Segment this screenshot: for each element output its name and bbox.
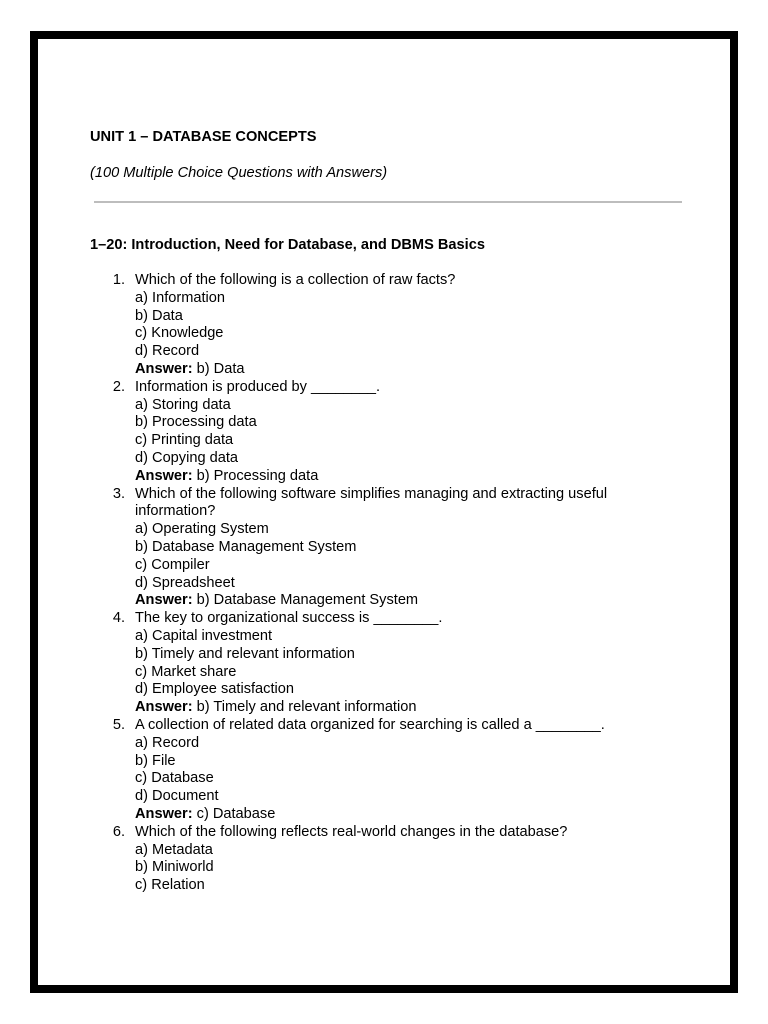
answer-option: c) Relation — [135, 877, 205, 894]
page-frame — [30, 31, 738, 993]
question-number: 5. — [112, 716, 125, 733]
answer-line — [135, 468, 686, 486]
answer-line — [135, 806, 686, 824]
answer-value: b) Data — [196, 360, 245, 377]
answer-option: c) Compiler — [135, 556, 210, 573]
document-content — [90, 128, 686, 895]
answer-value: b) Database Management System — [196, 592, 419, 609]
answer-label: Answer: — [135, 360, 193, 377]
answer-option: a) Information — [135, 289, 226, 306]
question-item — [90, 717, 686, 824]
answer-option: b) Database Management System — [135, 538, 357, 555]
answer-option: c) Printing data — [135, 432, 234, 449]
answer-option: a) Operating System — [135, 521, 269, 538]
question-item — [90, 379, 686, 486]
answer-option: c) Market share — [135, 663, 237, 680]
question-text: The key to organizational success is ________. — [135, 610, 443, 627]
answer-line — [135, 699, 686, 717]
answer-option: b) Processing data — [135, 414, 257, 431]
answer-option: a) Record — [135, 734, 200, 751]
answer-option: c) Database — [135, 770, 214, 787]
question-text: Which of the following is a collection of raw facts? — [135, 272, 456, 288]
answer-label: Answer: — [135, 805, 193, 822]
question-number: 1. — [112, 272, 125, 288]
answer-option: b) Miniworld — [135, 859, 214, 876]
question-text: Which of the following reflects real-world changes in the database? — [135, 823, 568, 840]
answer-option: d) Copying data — [135, 449, 239, 466]
question-item — [90, 824, 686, 895]
horizontal-divider — [94, 201, 682, 203]
document-title: UNIT 1 – DATABASE CONCEPTS — [90, 129, 317, 145]
question-item — [90, 610, 686, 717]
answer-option: d) Spreadsheet — [135, 574, 235, 591]
answer-option: a) Storing data — [135, 396, 231, 413]
answer-line — [135, 592, 686, 610]
answer-option: c) Knowledge — [135, 325, 224, 342]
question-number: 4. — [112, 610, 125, 627]
question-item — [90, 272, 686, 379]
question-text: Information is produced by ________. — [135, 378, 381, 395]
answer-option: d) Document — [135, 788, 219, 805]
answer-value: b) Processing data — [196, 467, 319, 484]
answer-option: d) Record — [135, 343, 200, 360]
answer-option: b) Data — [135, 307, 183, 324]
answer-label: Answer: — [135, 699, 193, 716]
question-text: Which of the following software simplifies managing and extracting useful information? — [135, 485, 608, 520]
question-number: 2. — [112, 378, 125, 395]
answer-option: b) File — [135, 752, 176, 769]
answer-option: a) Capital investment — [135, 627, 273, 644]
answer-value: c) Database — [196, 805, 276, 822]
answer-label: Answer: — [135, 467, 193, 484]
answer-value: b) Timely and relevant information — [196, 699, 417, 716]
question-list — [90, 272, 686, 895]
answer-option: a) Metadata — [135, 841, 213, 858]
question-item — [90, 486, 686, 611]
answer-label: Answer: — [135, 592, 193, 609]
document-subtitle: (100 Multiple Choice Questions with Answers) — [90, 165, 388, 181]
question-number: 3. — [112, 485, 125, 502]
answer-option: b) Timely and relevant information — [135, 645, 355, 662]
question-text: A collection of related data organized for searching is called a ________. — [135, 716, 605, 733]
question-number: 6. — [112, 823, 125, 840]
answer-option: d) Employee satisfaction — [135, 681, 294, 698]
section-heading: 1–20: Introduction, Need for Database, and DBMS Basics — [90, 237, 485, 253]
answer-line — [135, 361, 686, 379]
